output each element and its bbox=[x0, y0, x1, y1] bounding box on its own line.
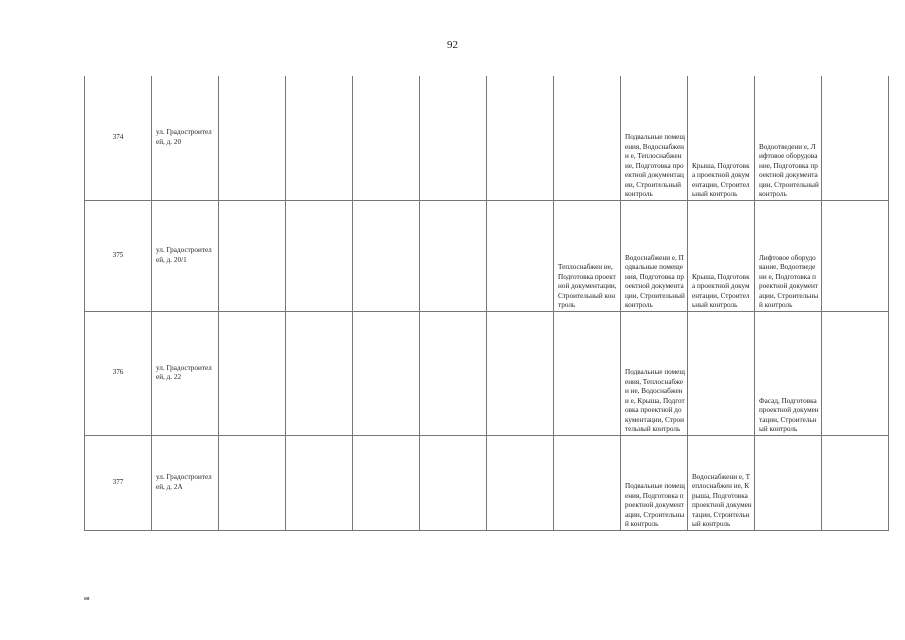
address-cell: ул. Градостроител ей, д. 20/1 bbox=[152, 200, 219, 311]
works-cell: Водоснабжени е, Теплоснабжен ие, Крыша, Подготовка проектной документации, Строительный контроль bbox=[688, 435, 755, 530]
row-number: 374 bbox=[85, 76, 152, 200]
table-row bbox=[85, 200, 889, 311]
works-cell bbox=[554, 76, 621, 200]
empty-cell bbox=[420, 311, 487, 435]
works-cell: Фасад, Подготовка проектной документации, Строительный контроль bbox=[755, 311, 822, 435]
empty-cell bbox=[487, 76, 554, 200]
works-cell bbox=[688, 311, 755, 435]
works-cell bbox=[554, 311, 621, 435]
empty-cell bbox=[487, 311, 554, 435]
empty-cell bbox=[420, 200, 487, 311]
empty-cell bbox=[219, 311, 286, 435]
footer-mark: яя bbox=[84, 596, 90, 602]
works-cell: Водоотведени е, Лифтовое оборудование, Подготовка проектной документации, Строительный контроль bbox=[755, 76, 822, 200]
row-number: 375 bbox=[85, 200, 152, 311]
empty-cell bbox=[286, 311, 353, 435]
empty-cell bbox=[286, 200, 353, 311]
empty-cell bbox=[420, 76, 487, 200]
empty-cell bbox=[286, 435, 353, 530]
empty-cell bbox=[353, 435, 420, 530]
table-row bbox=[85, 311, 889, 435]
empty-cell bbox=[822, 311, 889, 435]
empty-cell bbox=[353, 311, 420, 435]
works-cell: Лифтовое оборудование, Водоотведени е, Подготовка проектной документации, Строительный контроль bbox=[755, 200, 822, 311]
works-cell: Водоснабжени е, Подвальные помещения, Подготовка проектной документации, Строительный контроль bbox=[621, 200, 688, 311]
row-number: 377 bbox=[85, 435, 152, 530]
empty-cell bbox=[353, 76, 420, 200]
works-cell: Подвальные помещения, Теплоснабжен ие, Водоснабжени е, Крыша, Подготовка проектной документации, Строительный контроль bbox=[621, 311, 688, 435]
works-table bbox=[84, 76, 889, 531]
works-cell: Подвальные помещения, Подготовка проектной документации, Строительный контроль bbox=[621, 435, 688, 530]
page-number: 92 bbox=[447, 39, 458, 51]
works-cell: Теплоснабжен ие, Подготовка проектной документации, Строительный контроль bbox=[554, 200, 621, 311]
empty-cell bbox=[219, 200, 286, 311]
table-row bbox=[85, 435, 889, 530]
empty-cell bbox=[219, 435, 286, 530]
empty-cell bbox=[487, 435, 554, 530]
address-cell: ул. Градостроител ей, д. 22 bbox=[152, 311, 219, 435]
address-cell: ул. Градостроител ей, д. 2А bbox=[152, 435, 219, 530]
empty-cell bbox=[420, 435, 487, 530]
empty-cell bbox=[822, 435, 889, 530]
empty-cell bbox=[219, 76, 286, 200]
works-cell bbox=[554, 435, 621, 530]
works-cell: Крыша, Подготовка проектной документации, Строительный контроль bbox=[688, 200, 755, 311]
row-number: 376 bbox=[85, 311, 152, 435]
empty-cell bbox=[822, 76, 889, 200]
empty-cell bbox=[353, 200, 420, 311]
empty-cell bbox=[487, 200, 554, 311]
works-cell bbox=[755, 435, 822, 530]
empty-cell bbox=[822, 200, 889, 311]
table-row bbox=[85, 76, 889, 200]
works-cell: Подвальные помещения, Водоснабжени е, Теплоснабжен ие, Подготовка проектной документации, Строительный контроль bbox=[621, 76, 688, 200]
empty-cell bbox=[286, 76, 353, 200]
works-cell: Крыша, Подготовка проектной документации, Строительный контроль bbox=[688, 76, 755, 200]
address-cell: ул. Градостроител ей, д. 20 bbox=[152, 76, 219, 200]
